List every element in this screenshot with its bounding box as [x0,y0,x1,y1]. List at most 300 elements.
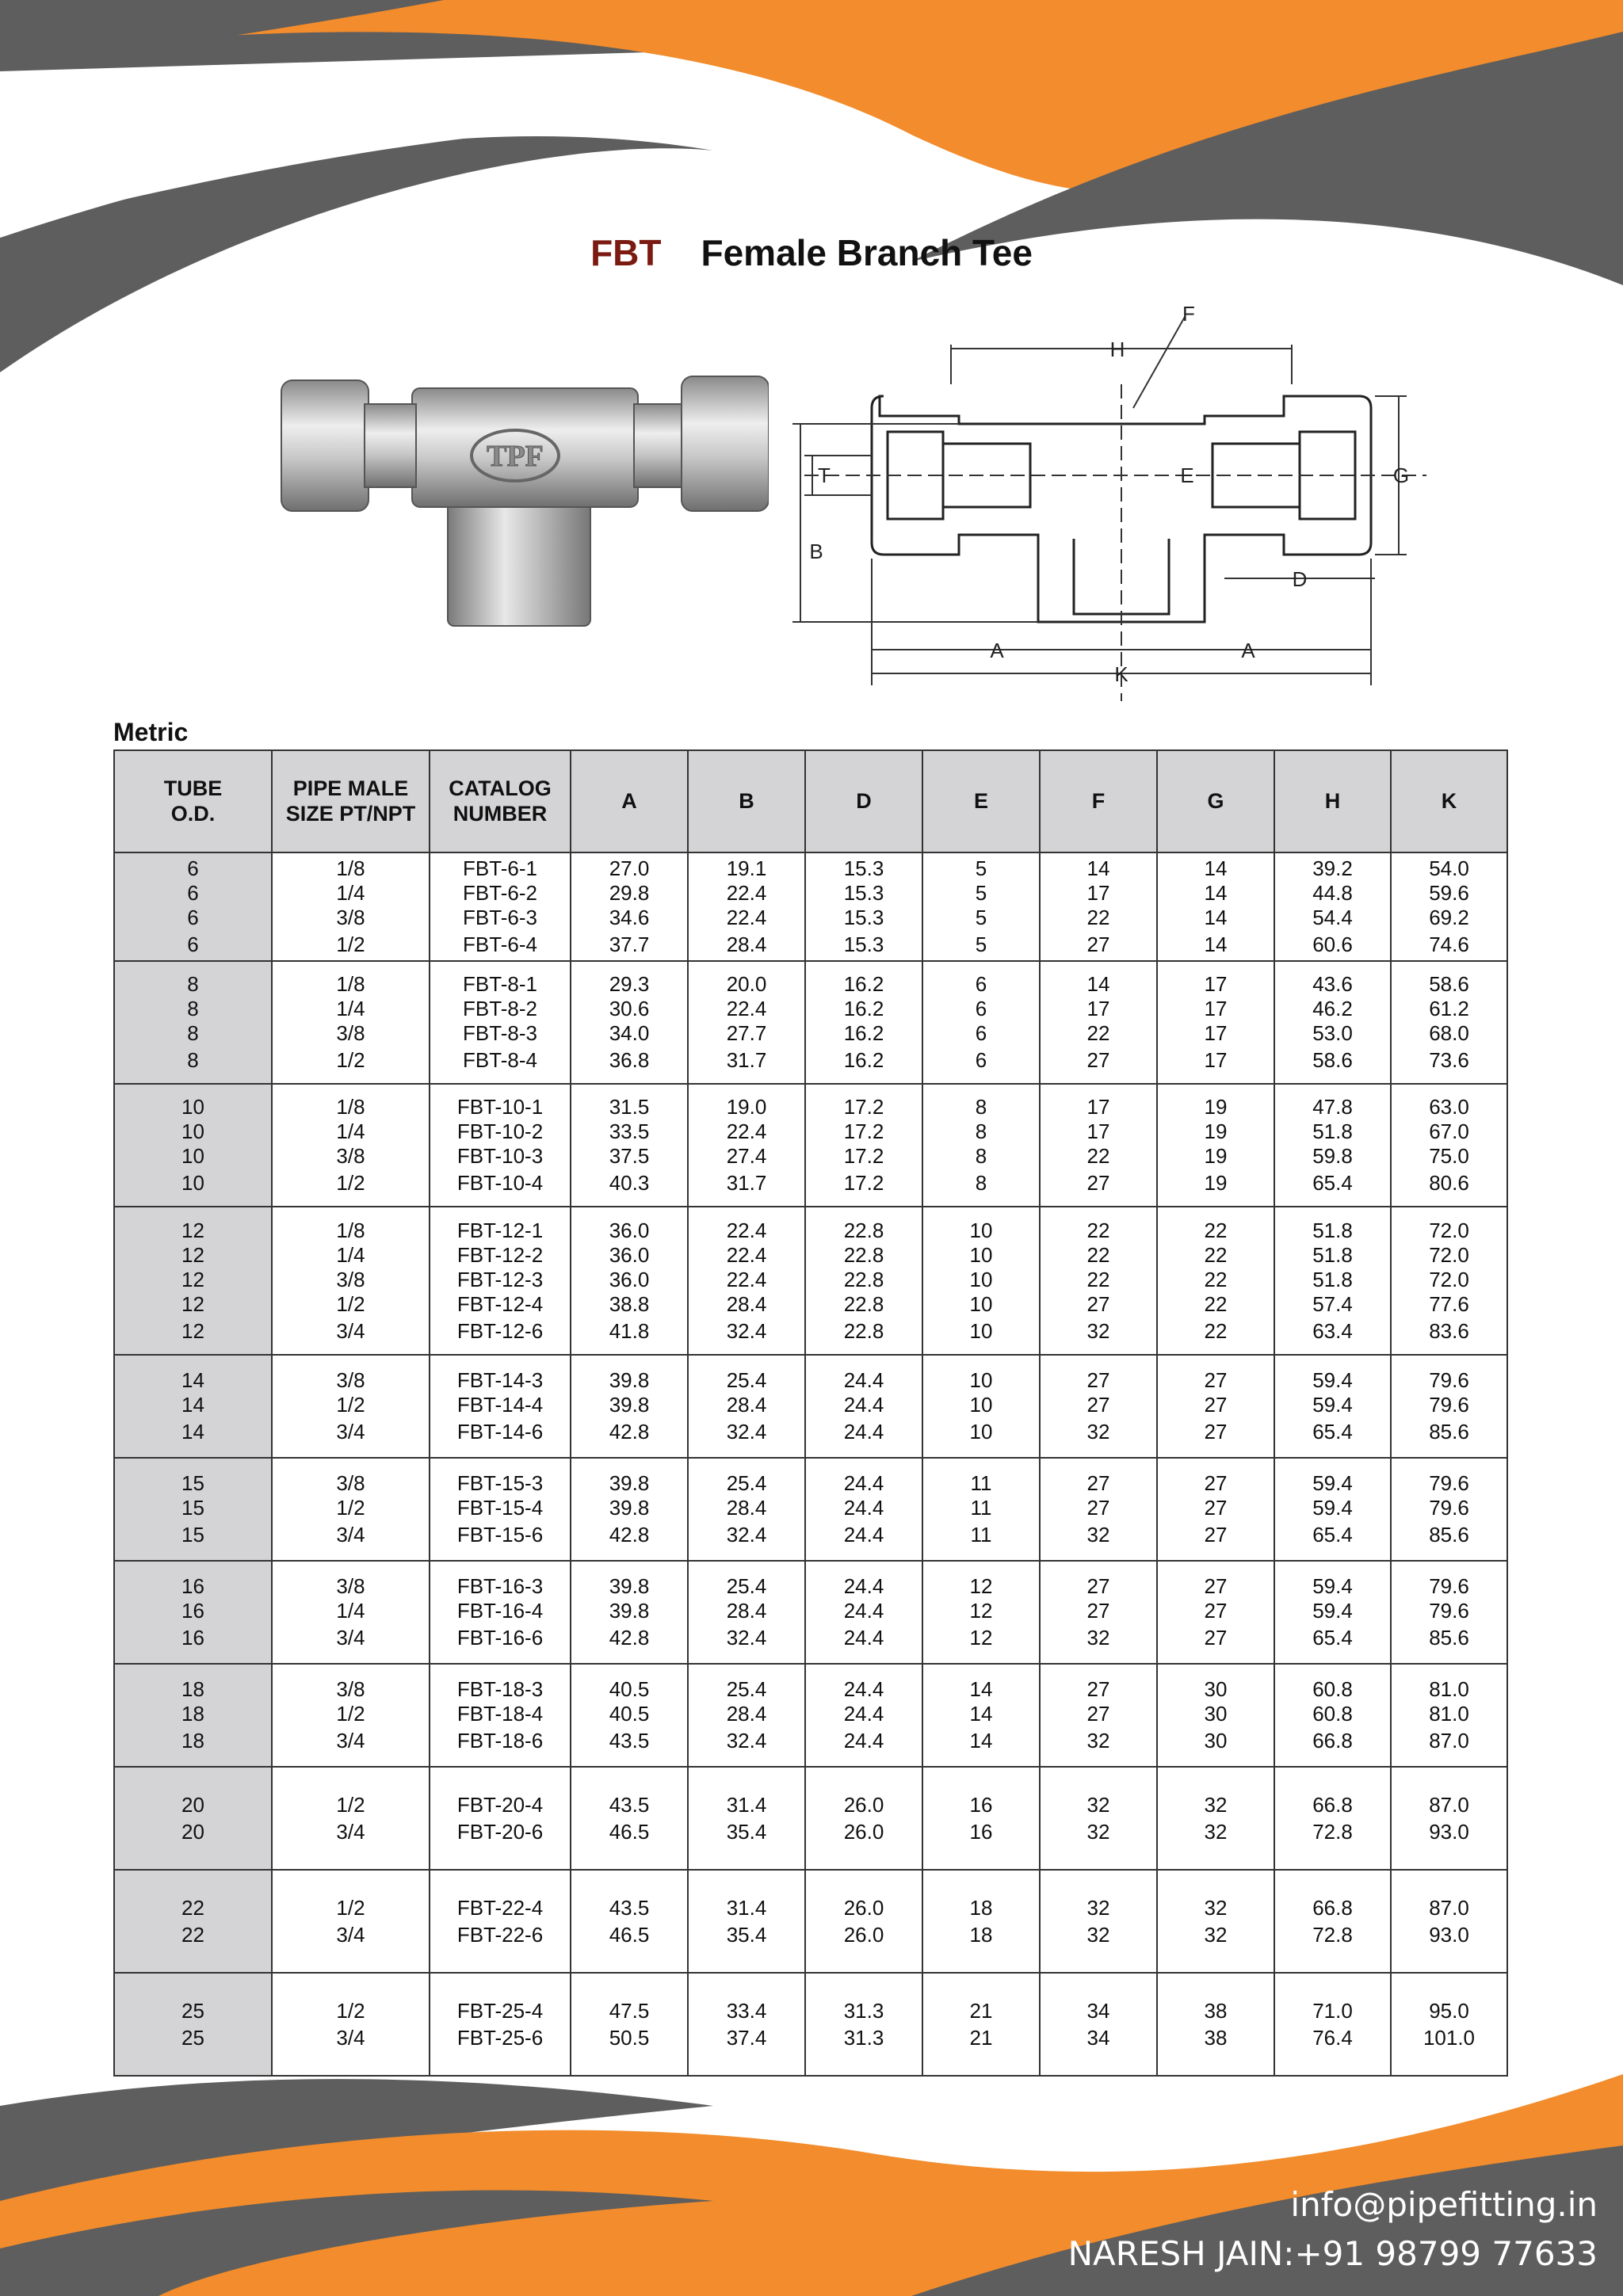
cell-value: 3/8 [336,1677,365,1701]
table-cell [1040,1767,1157,1870]
cell-value: 26.0 [843,1922,884,1947]
table-cell [688,1767,805,1870]
cell-value: 22 [1086,1218,1110,1242]
cell-value: 27 [1086,1291,1110,1316]
cell-value: FBT-6-3 [463,906,537,929]
cell-value: 24.4 [843,1368,884,1392]
cell-value: 33.4 [726,1998,767,2023]
cell-value: 17 [1204,972,1228,996]
cell-value: 101.0 [1423,2025,1476,2050]
table-cell [430,1458,571,1561]
cell-value: 22 [1086,906,1110,929]
cell-value: 1/2 [336,1291,365,1316]
cell-value: 5 [975,906,987,929]
table-cell [922,1084,1040,1207]
table-row-group [114,1084,1507,1207]
cell-value: 24.4 [843,1523,884,1547]
cell-value: 1/2 [336,1393,365,1417]
table-cell [1157,1767,1274,1870]
column-header [1391,750,1507,852]
cell-value: 12 [969,1599,993,1623]
cell-value: 15 [181,1523,204,1547]
cell-value: 17 [1204,1021,1228,1045]
cell-value: 58.6 [1429,972,1469,996]
cell-value: 27 [1086,1368,1110,1392]
cell-value: 8 [187,972,199,996]
cell-value: 22 [1086,1267,1110,1291]
table-cell [688,852,805,961]
cell-value: FBT-14-3 [456,1368,544,1392]
cell-value: 10 [181,1119,204,1143]
column-header-label: E [973,788,988,813]
cell-value: 32.4 [726,1626,767,1650]
cell-value: 6 [187,906,199,929]
cell-value: 6 [187,856,199,880]
cell-value: 71.0 [1312,1998,1353,2023]
table-cell [571,1561,688,1664]
table-cell [922,1870,1040,1973]
table-cell [1274,1767,1391,1870]
cell-value: 22.8 [843,1291,884,1316]
table-cell [272,1870,430,1973]
column-header-label: G [1207,788,1224,813]
cell-value: 3/8 [336,906,365,929]
cell-value: 43.5 [609,1895,650,1920]
cell-value: 24.4 [843,1471,884,1495]
cell-value: 81.0 [1429,1702,1469,1726]
cell-value: 59.4 [1312,1471,1353,1495]
cell-value: 31.7 [726,1048,767,1072]
cell-value: 8 [975,1144,987,1168]
cell-value: 16 [181,1574,204,1598]
cell-value: 66.8 [1312,1792,1353,1817]
page-title [0,231,1623,274]
cell-value: 17.2 [843,1171,884,1195]
cell-value: 3/8 [336,1021,365,1045]
cell-value: 22 [181,1895,204,1920]
cell-value: FBT-8-4 [463,1048,537,1072]
cell-value: 14 [1086,856,1110,880]
cell-value: 42.8 [609,1523,650,1547]
cell-value: 22 [181,1922,204,1947]
table-cell [1274,1870,1391,1973]
table-cell [805,961,922,1084]
table-cell [430,1870,571,1973]
cell-value: 30.6 [609,997,650,1020]
table-cell [430,852,571,961]
cell-value: 25 [181,1998,204,2023]
table-cell [1391,961,1507,1084]
cell-value: 17.2 [843,1119,884,1143]
cell-value: 28.4 [726,1291,767,1316]
cell-value: 61.2 [1429,997,1469,1020]
table-cell [688,1084,805,1207]
cell-value: 3/8 [336,1471,365,1495]
dim-label-d: D [1292,567,1308,591]
table-cell [571,961,688,1084]
cell-value: 27 [1204,1574,1228,1598]
cell-value: 22 [1204,1267,1228,1291]
table-cell [114,1561,272,1664]
table-cell [430,1767,571,1870]
table-cell [922,1561,1040,1664]
cell-value: 27 [1086,1471,1110,1495]
cell-value: 27 [1204,1626,1228,1650]
cell-value: 17.2 [843,1144,884,1168]
table-row-group [114,1207,1507,1355]
cell-value: 36.0 [609,1267,650,1291]
cell-value: 18 [969,1922,993,1947]
dim-label-g: G [1392,463,1410,487]
cell-value: 69.2 [1429,906,1469,929]
cell-value: FBT-8-2 [463,997,537,1020]
dim-label-a-right: A [1241,639,1255,662]
cell-value: 22.8 [843,1318,884,1343]
cell-value: 1/2 [336,1048,365,1072]
cell-value: 93.0 [1429,1819,1469,1844]
cell-value: 24.4 [843,1729,884,1753]
cell-value: 16 [969,1819,993,1844]
cell-value: 25.4 [726,1368,767,1392]
cell-value: 27.4 [726,1144,767,1168]
cell-value: 79.6 [1429,1368,1469,1392]
cell-value: FBT-25-6 [456,2025,544,2050]
cell-value: 43.6 [1312,972,1353,996]
cell-value: 27 [1086,1048,1110,1072]
table-cell [1040,1355,1157,1458]
cell-value: 36.0 [609,1218,650,1242]
cell-value: 18 [969,1895,993,1920]
table-cell [1040,1207,1157,1355]
table-cell [272,1207,430,1355]
table-cell [430,1664,571,1767]
cell-value: 39.8 [609,1496,650,1520]
column-header [114,750,272,852]
table-cell [688,1561,805,1664]
cell-value: 1/2 [336,1171,365,1195]
table-cell [272,961,430,1084]
cell-value: 57.4 [1312,1291,1353,1316]
cell-value: 17 [1204,997,1228,1020]
cell-value: FBT-12-6 [456,1318,544,1343]
table-cell [805,852,922,961]
cell-value: 14 [181,1393,204,1417]
table-cell [571,1664,688,1767]
cell-value: 27 [1086,1171,1110,1195]
cell-value: 39.8 [609,1471,650,1495]
table-cell [571,1458,688,1561]
cell-value: FBT-18-6 [456,1729,544,1753]
cell-value: 24.4 [843,1677,884,1701]
cell-value: 68.0 [1429,1021,1469,1045]
cell-value: 19 [1204,1095,1228,1119]
cell-value: 65.4 [1312,1523,1353,1547]
cell-value: 81.0 [1429,1677,1469,1701]
cell-value: 12 [181,1291,204,1316]
product-code: FBT [590,232,662,273]
cell-value: 46.5 [609,1819,650,1844]
section-label: Metric [113,718,189,746]
cell-value: 85.6 [1429,1420,1469,1444]
table-cell [1040,1664,1157,1767]
cell-value: 30 [1204,1729,1228,1753]
cell-value: 39.8 [609,1393,650,1417]
cell-value: 5 [975,881,987,905]
cell-value: 72.0 [1429,1218,1469,1242]
cell-value: 59.8 [1312,1144,1353,1168]
table-cell [1274,1084,1391,1207]
cell-value: 1/2 [336,1998,365,2023]
cell-value: 28.4 [726,1496,767,1520]
cell-value: 51.8 [1312,1242,1353,1267]
table-cell [805,1664,922,1767]
cell-value: 42.8 [609,1626,650,1650]
cell-value: 34.0 [609,1021,650,1045]
cell-value: FBT-8-1 [463,972,537,996]
cell-value: 16 [181,1626,204,1650]
cell-value: 34 [1086,1998,1110,2023]
cell-value: 32 [1204,1922,1228,1947]
cell-value: 14 [1204,906,1228,929]
cell-value: 44.8 [1312,881,1353,905]
column-header-label: K [1441,788,1457,813]
cell-value: 32 [1086,1729,1110,1753]
cell-value: 32 [1086,1792,1110,1817]
cell-value: 8 [975,1171,987,1195]
cell-value: 20 [181,1792,204,1817]
cell-value: 10 [181,1095,204,1119]
cell-value: 22 [1204,1318,1228,1343]
cell-value: 39.2 [1312,856,1353,880]
table-cell [430,1207,571,1355]
cell-value: 10 [969,1291,993,1316]
cell-value: 27 [1204,1393,1228,1417]
cell-value: 10 [969,1267,993,1291]
cell-value: 32 [1086,1626,1110,1650]
cell-value: 31.3 [843,2025,884,2050]
cell-value: 20 [181,1819,204,1844]
table-cell [688,1664,805,1767]
cell-value: 22.4 [726,1218,767,1242]
cell-value: 1/4 [336,997,365,1020]
table-cell [1274,1207,1391,1355]
table-cell [1040,1458,1157,1561]
table-cell [1157,1207,1274,1355]
cell-value: 8 [975,1119,987,1143]
cell-value: 10 [181,1171,204,1195]
cell-value: 22 [1086,1242,1110,1267]
cell-value: 22.8 [843,1267,884,1291]
cell-value: 28.4 [726,1702,767,1726]
table-cell [1040,961,1157,1084]
cell-value: 14 [181,1420,204,1444]
cell-value: 18 [181,1702,204,1726]
cell-value: 25.4 [726,1574,767,1598]
dimension-drawing [792,305,1426,701]
dim-label-b: B [809,540,823,563]
table-cell [922,1207,1040,1355]
table-cell [1157,1561,1274,1664]
cell-value: 32 [1204,1792,1228,1817]
cell-value: FBT-14-4 [456,1393,544,1417]
cell-value: 38.8 [609,1291,650,1316]
cell-value: 25.4 [726,1677,767,1701]
cell-value: 14 [1204,856,1228,880]
cell-value: 66.8 [1312,1729,1353,1753]
table-cell [272,1767,430,1870]
table-cell [805,1458,922,1561]
cell-value: 36.8 [609,1048,650,1072]
cell-value: 21 [969,1998,993,2023]
table-cell [272,1355,430,1458]
cell-value: 17 [1086,881,1110,905]
table-cell [922,1355,1040,1458]
cell-value: FBT-12-1 [456,1218,544,1242]
table-cell [922,1664,1040,1767]
cell-value: 27 [1086,1677,1110,1701]
cell-value: 32 [1086,1420,1110,1444]
cell-value: 16.2 [843,1021,884,1045]
column-header-label: TUBE [163,776,223,801]
cell-value: 29.8 [609,881,650,905]
cell-value: 38 [1204,1998,1228,2023]
cell-value: 1/4 [336,881,365,905]
cell-value: 15.3 [843,906,884,929]
column-header [805,750,922,852]
cell-value: FBT-15-3 [456,1471,544,1495]
table-cell [1274,1664,1391,1767]
table-row-group [114,961,1507,1084]
column-header-label: CATALOG [449,776,552,801]
cell-value: 19 [1204,1144,1228,1168]
table-cell [1274,1355,1391,1458]
cell-value: 41.8 [609,1318,650,1343]
cell-value: 25.4 [726,1471,767,1495]
cell-value: 24.4 [843,1574,884,1598]
cell-value: FBT-20-4 [456,1792,544,1817]
cell-value: 20.0 [726,972,767,996]
table-cell [1391,852,1507,961]
cell-value: 8 [975,1095,987,1119]
table-cell [1274,1458,1391,1561]
table-cell [1391,1084,1507,1207]
table-cell [1157,961,1274,1084]
column-header-label: H [1324,788,1341,813]
table-cell [1391,1458,1507,1561]
table-cell [1274,1561,1391,1664]
cell-value: 36.0 [609,1242,650,1267]
cell-value: 3/8 [336,1144,365,1168]
dim-label-f: F [1182,305,1195,326]
cell-value: 12 [969,1626,993,1650]
cell-value: 22 [1204,1242,1228,1267]
cell-value: 3/8 [336,1368,365,1392]
cell-value: 18 [181,1677,204,1701]
cell-value: 28.4 [726,1393,767,1417]
table-row-group [114,1561,1507,1664]
cell-value: 58.6 [1312,1048,1353,1072]
cell-value: 3/4 [336,1523,365,1547]
cell-value: 85.6 [1429,1626,1469,1650]
cell-value: FBT-10-3 [456,1144,544,1168]
cell-value: 27 [1086,1393,1110,1417]
cell-value: 11 [970,1496,992,1520]
cell-value: 17 [1086,1119,1110,1143]
cell-value: 14 [181,1368,204,1392]
column-header-label: SIZE PT/NPT [285,801,416,826]
table-row-group [114,1767,1507,1870]
cell-value: 8 [187,1048,199,1072]
cell-value: FBT-20-6 [456,1819,544,1844]
cell-value: 18 [181,1729,204,1753]
cell-value: 22.4 [726,997,767,1020]
cell-value: FBT-12-3 [456,1267,544,1291]
table-cell [272,1458,430,1561]
cell-value: 22.4 [726,1119,767,1143]
cell-value: 32 [1086,1523,1110,1547]
cell-value: 28.4 [726,933,767,956]
cell-value: 1/2 [336,1702,365,1726]
cell-value: 40.3 [609,1171,650,1195]
table-cell [272,1084,430,1207]
cell-value: 27 [1204,1599,1228,1623]
table-cell [688,1870,805,1973]
table-cell [922,1458,1040,1561]
table-cell [114,1767,272,1870]
cell-value: 35.4 [726,1819,767,1844]
tpf-logo: TPF [487,440,544,473]
cell-value: 87.0 [1429,1895,1469,1920]
cell-value: 12 [181,1218,204,1242]
cell-value: 40.5 [609,1677,650,1701]
cell-value: 79.6 [1429,1496,1469,1520]
table-cell [430,1355,571,1458]
table-cell [571,1767,688,1870]
cell-value: 72.0 [1429,1242,1469,1267]
cell-value: 26.0 [843,1792,884,1817]
cell-value: 19 [1204,1171,1228,1195]
cell-value: 32 [1086,1922,1110,1947]
cell-value: FBT-6-2 [463,881,537,905]
dim-label-e: E [1180,463,1194,487]
cell-value: 32 [1086,1318,1110,1343]
cell-value: 79.6 [1429,1471,1469,1495]
cell-value: 19 [1204,1119,1228,1143]
table-row-group [114,852,1507,961]
cell-value: 93.0 [1429,1922,1469,1947]
cell-value: 51.8 [1312,1119,1353,1143]
cell-value: 31.4 [726,1792,767,1817]
cell-value: 27 [1086,1599,1110,1623]
table-cell [688,1207,805,1355]
column-header [571,750,688,852]
cell-value: 87.0 [1429,1792,1469,1817]
cell-value: 60.6 [1312,933,1353,956]
cell-value: FBT-18-4 [456,1702,544,1726]
cell-value: 12 [181,1267,204,1291]
cell-value: 17 [1086,997,1110,1020]
cell-value: 15 [181,1496,204,1520]
cell-value: 1/8 [336,972,365,996]
cell-value: FBT-16-6 [456,1626,544,1650]
cell-value: 31.3 [843,1998,884,2023]
cell-value: 16 [969,1792,993,1817]
cell-value: 27.0 [609,856,650,880]
table-cell [1391,1767,1507,1870]
cell-value: FBT-12-2 [456,1242,544,1267]
column-header [272,750,430,852]
cell-value: 27 [1204,1496,1228,1520]
